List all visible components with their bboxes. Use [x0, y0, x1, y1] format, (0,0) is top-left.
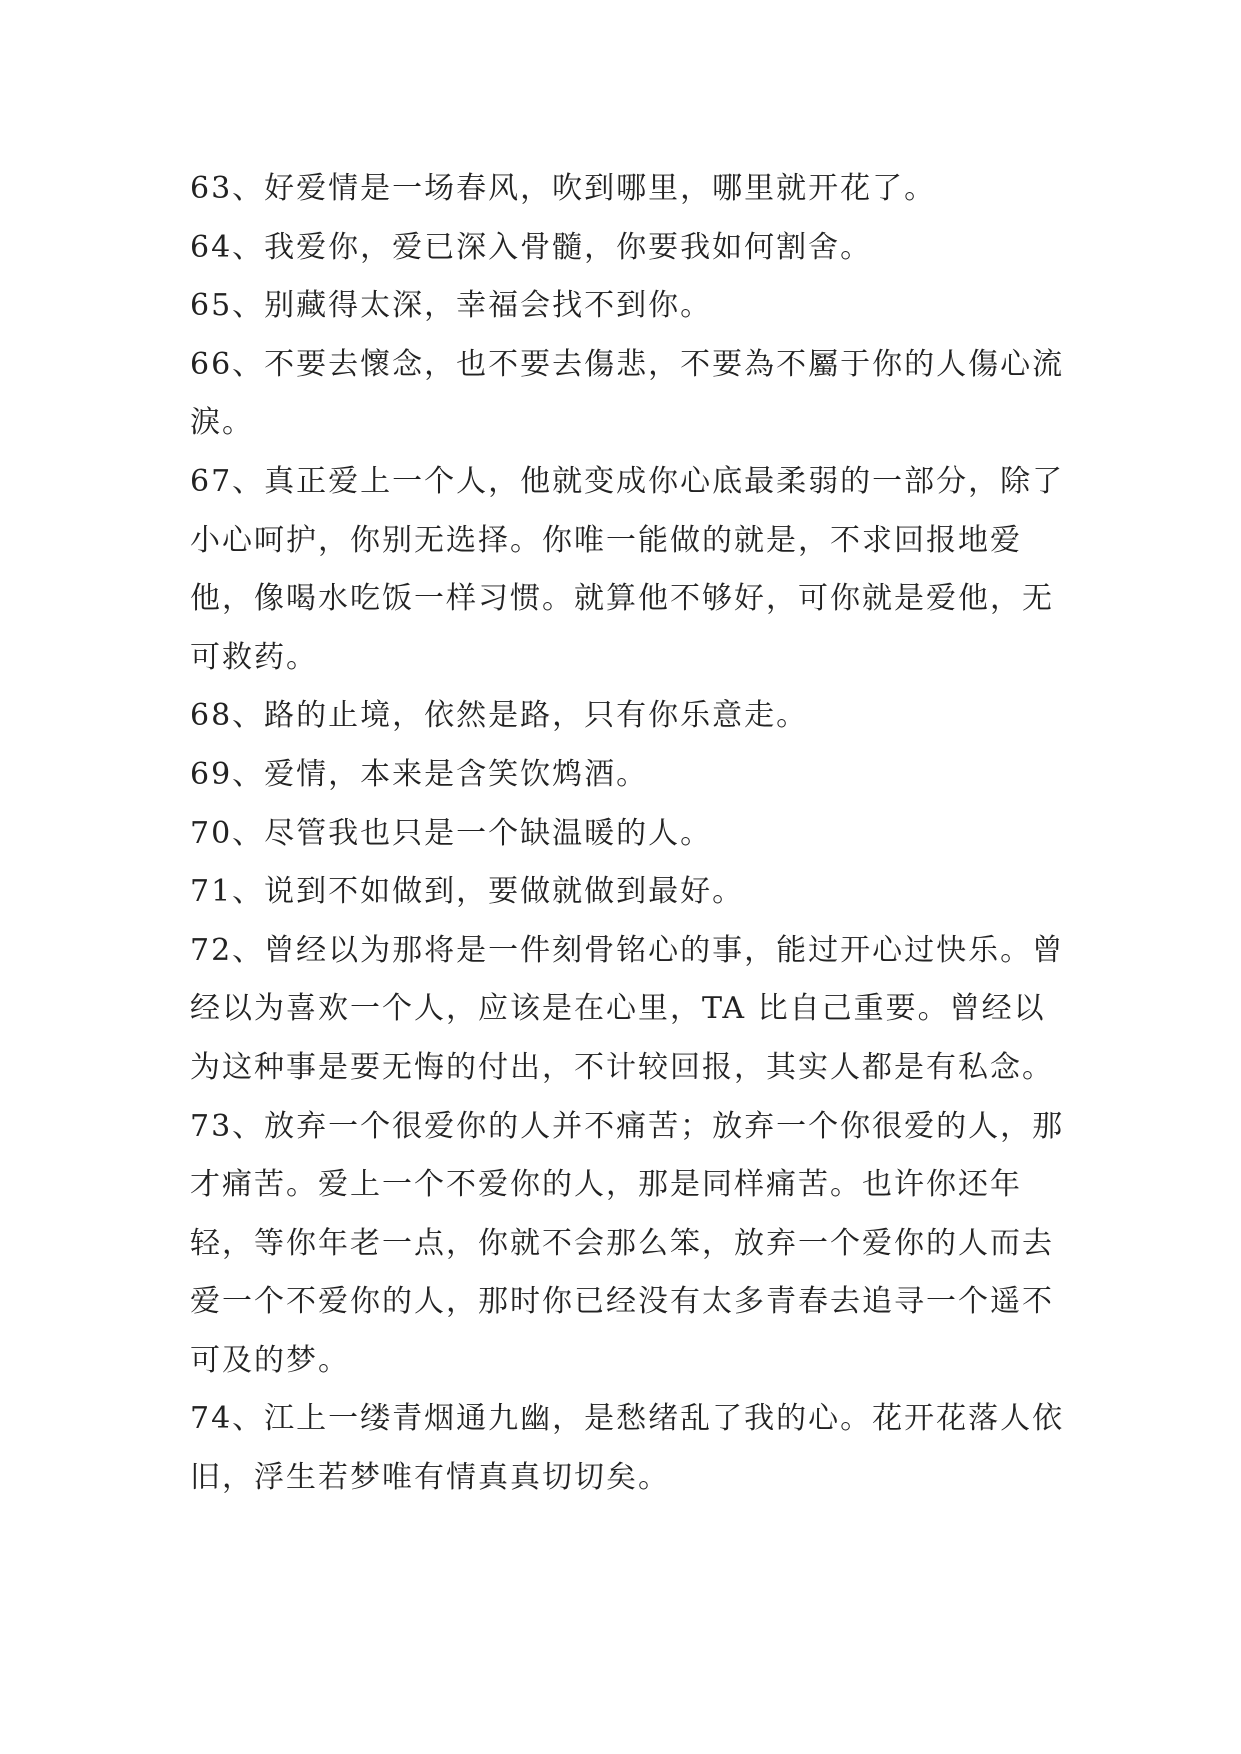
quote-entry-74: 74、江上一缕青烟通九幽，是愁绪乱了我的心。花开花落人依旧，浮生若梦唯有情真真切切矣。 [190, 1401, 1065, 1496]
document-body [190, 160, 1070, 1508]
quote-entry-72: 72、曾经以为那将是一件刻骨铭心的事，能过开心过快乐。曾经以为喜欢一个人，应该是在心里，TA 比自己重要。曾经以为这种事是要无悔的付出，不计较回报，其实人都是有私念。 [190, 932, 1065, 1085]
quote-entry-69: 69、爱情，本来是含笑饮鸩酒。 [190, 756, 649, 792]
quote-entry-67: 67、真正爱上一个人，他就变成你心底最柔弱的一部分，除了小心呵护，你别无选择。你唯一能做的就是，不求回报地爱他，像喝水吃饭一样习惯。就算他不够好，可你就是爱他，无可救药。 [190, 463, 1065, 675]
quote-entry-73: 73、放弃一个很爱你的人并不痛苦；放弃一个你很爱的人，那才痛苦。爱上一个不爱你的人，那是同样痛苦。也许你还年轻，等你年老一点，你就不会那么笨，放弃一个爱你的人而去爱一个不爱你的人，那时你已经没有太多青春去追寻一个遥不可及的梦。 [190, 1108, 1065, 1378]
quote-entry-70: 70、尽管我也只是一个缺温暖的人。 [190, 815, 713, 851]
quote-entry-68: 68、路的止境，依然是路，只有你乐意走。 [190, 698, 809, 734]
quote-entry-64: 64、我爱你，爱已深入骨髓，你要我如何割舍。 [190, 229, 873, 265]
quote-entry-66: 66、不要去懷念，也不要去傷悲，不要為不屬于你的人傷心流淚。 [190, 346, 1065, 441]
quote-entry-71: 71、说到不如做到，要做就做到最好。 [190, 874, 745, 910]
quote-entry-65: 65、别藏得太深，幸福会找不到你。 [190, 288, 713, 324]
quote-entry-63: 63、好爱情是一场春风，吹到哪里，哪里就开花了。 [190, 171, 937, 206]
